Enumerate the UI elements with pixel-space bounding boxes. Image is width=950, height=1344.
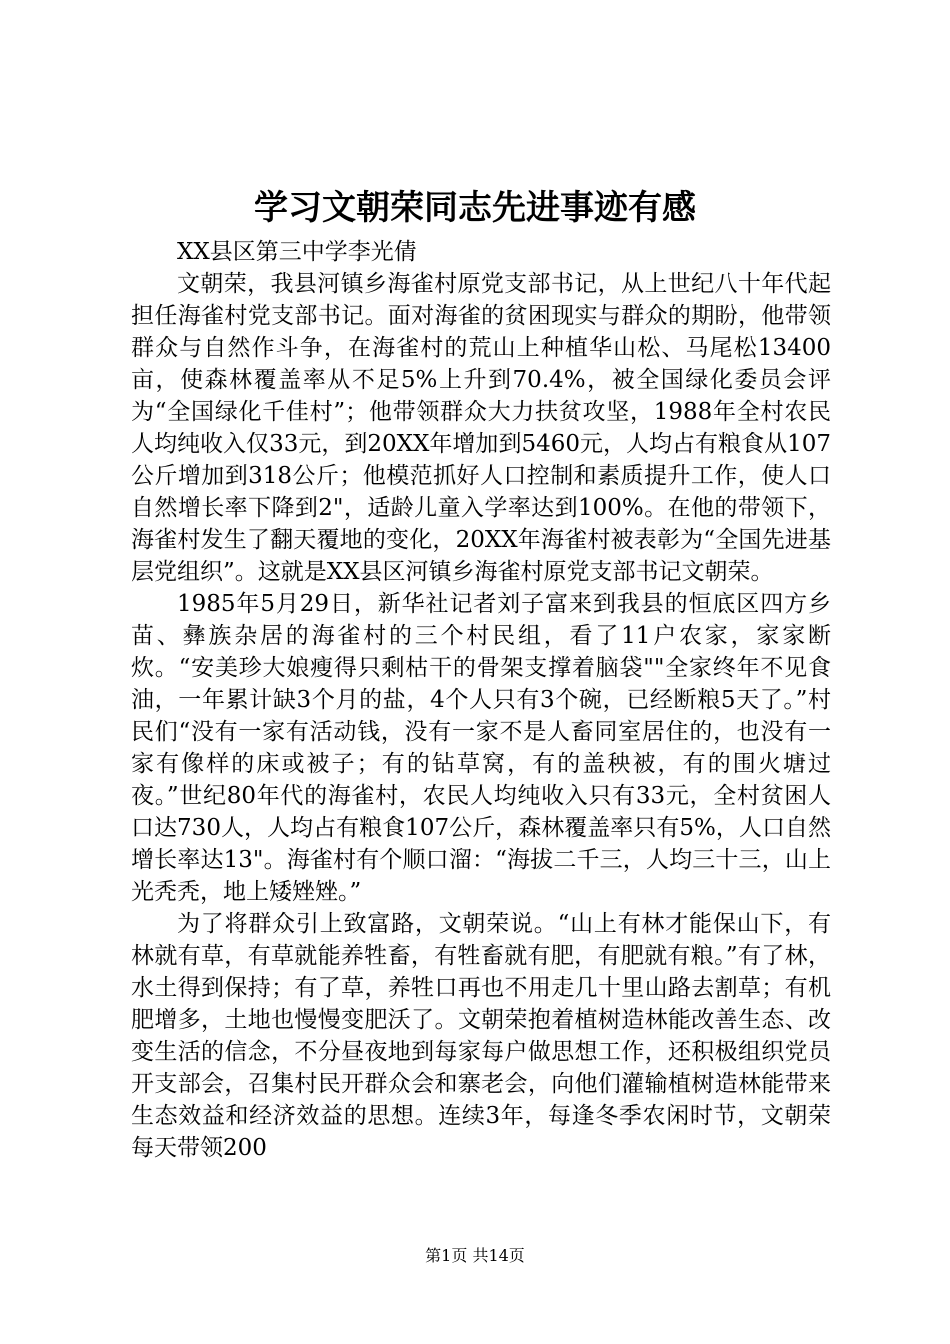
document-body xyxy=(131,236,831,1164)
page-footer: 第1页 共14页 xyxy=(425,1246,525,1265)
byline: XX县区第三中学李光倩 xyxy=(177,239,417,265)
paragraph-3: 为了将群众引上致富路，文朝荣说。“山上有林才能保山下，有林就有草，有草就能养牲畜，有牲畜就有肥，有肥就有粮。”有了林，水土得到保持；有了草，养牲口再也不用走几十里山路去割草；有机肥增多，土地也慢慢变肥沃了。文朝荣抱着植树造林能改善生态、改变生活的信念，不分昼夜地到每家每户做思想工作，还积极组织党员开支部会，召集村民开群众会和寨老会，向他们灌输植树造林能带来生态效益和经济效益的思想。连续3年，每逢冬季农闲时节，文朝荣每天带领200 xyxy=(131,911,831,1161)
paragraph-2: 1985年5月29日，新华社记者刘子富来到我县的恒底区四方乡苗、彝族杂居的海雀村的三个村民组，看了11户农家，家家断炊。“安美珍大娘瘦得只剩枯干的骨架支撑着脑袋""全家终年不见食油，一年累计缺3个月的盐，4个人只有3个碗，已经断粮5天了。”村民们“没有一家有活动钱，没有一家不是人畜同室居住的，也没有一家有像样的床或被子；有的钻草窝，有的盖秧被，有的围火塘过夜。”世纪80年代的海雀村，农民人均纯收入只有33元，全村贫困人口达730人，人均占有粮食107公斤，森林覆盖率只有5%，人口自然增长率达13"。海雀村有个顺口溜：“海拔二千三，人均三十三，山上光秃秃，地上矮矬矬。” xyxy=(131,591,831,905)
paragraph-1: 文朝荣，我县河镇乡海雀村原党支部书记，从上世纪八十年代起担任海雀村党支部书记。面对海雀的贫困现实与群众的期盼，他带领群众与自然作斗争，在海雀村的荒山上种植华山松、马尾松13400亩，使森林覆盖率从不足5%上升到70.4%，被全国绿化委员会评为“全国绿化千佳村”；他带领群众大力扶贫攻坚，1988年全村农民人均纯收入仅33元，到20XX年增加到5460元，人均占有粮食从107公斤增加到318公斤；他模范抓好人口控制和素质提升工作，使人口自然增长率下降到2"，适龄儿童入学率达到100%。在他的带领下，海雀村发生了翻天覆地的变化，20XX年海雀村被表彰为“全国先进基层党组织”。这就是XX县区河镇乡海雀村原党支部书记文朝荣。 xyxy=(131,271,831,585)
document-title: 学习文朝荣同志先进事迹有感 xyxy=(254,188,696,228)
